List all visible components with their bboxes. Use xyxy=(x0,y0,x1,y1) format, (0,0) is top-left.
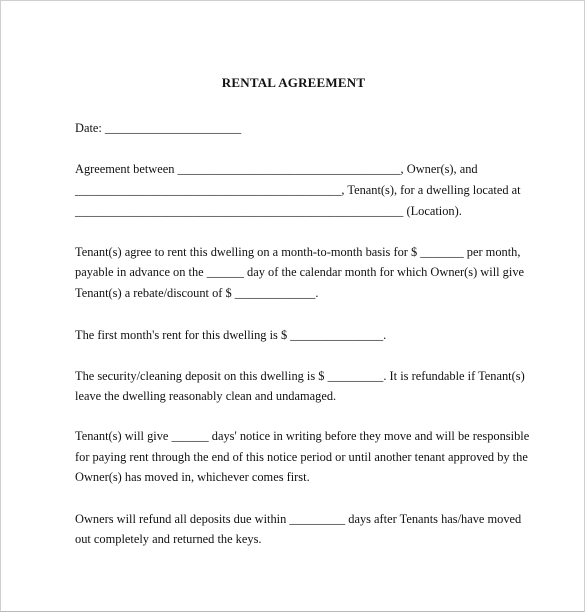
agreement-between-line-3: _____________________________________________________ (Location). xyxy=(75,204,462,218)
rent-terms-line-3: Tenant(s) a rebate/discount of $ _____________. xyxy=(75,286,319,300)
notice-line-3: Owner(s) has moved in, whichever comes first. xyxy=(75,470,310,484)
security-deposit-line-1: The security/cleaning deposit on this dwelling is $ _________. It is refundable if Tenant(s) xyxy=(75,369,525,383)
rent-terms-line-2: payable in advance on the ______ day of the calendar month for which Owner(s) will give xyxy=(75,265,525,279)
document-title: RENTAL AGREEMENT xyxy=(221,75,366,90)
first-month-rent-line: The first month's rent for this dwelling is $ _______________. xyxy=(75,328,387,342)
rent-terms-line-1: Tenant(s) agree to rent this dwelling on a month-to-month basis for $ _______ per month, xyxy=(75,245,521,259)
security-deposit-line-2: leave the dwelling reasonably clean and undamaged. xyxy=(75,389,337,403)
date-line: Date: ______________________ xyxy=(75,121,242,135)
notice-line-2: for paying rent through the end of this notice period or until another tenant approved by the xyxy=(75,450,528,464)
agreement-between-line-1: Agreement between ____________________________________, Owner(s), and xyxy=(75,162,478,176)
notice-line-1: Tenant(s) will give ______ days' notice in writing before they move and will be responsible xyxy=(75,429,530,443)
agreement-between-line-2: ___________________________________________, Tenant(s), for a dwelling located at xyxy=(75,183,521,197)
refund-line-1: Owners will refund all deposits due within _________ days after Tenants has/have moved xyxy=(75,512,522,526)
refund-line-2: out completely and returned the keys. xyxy=(75,532,262,546)
